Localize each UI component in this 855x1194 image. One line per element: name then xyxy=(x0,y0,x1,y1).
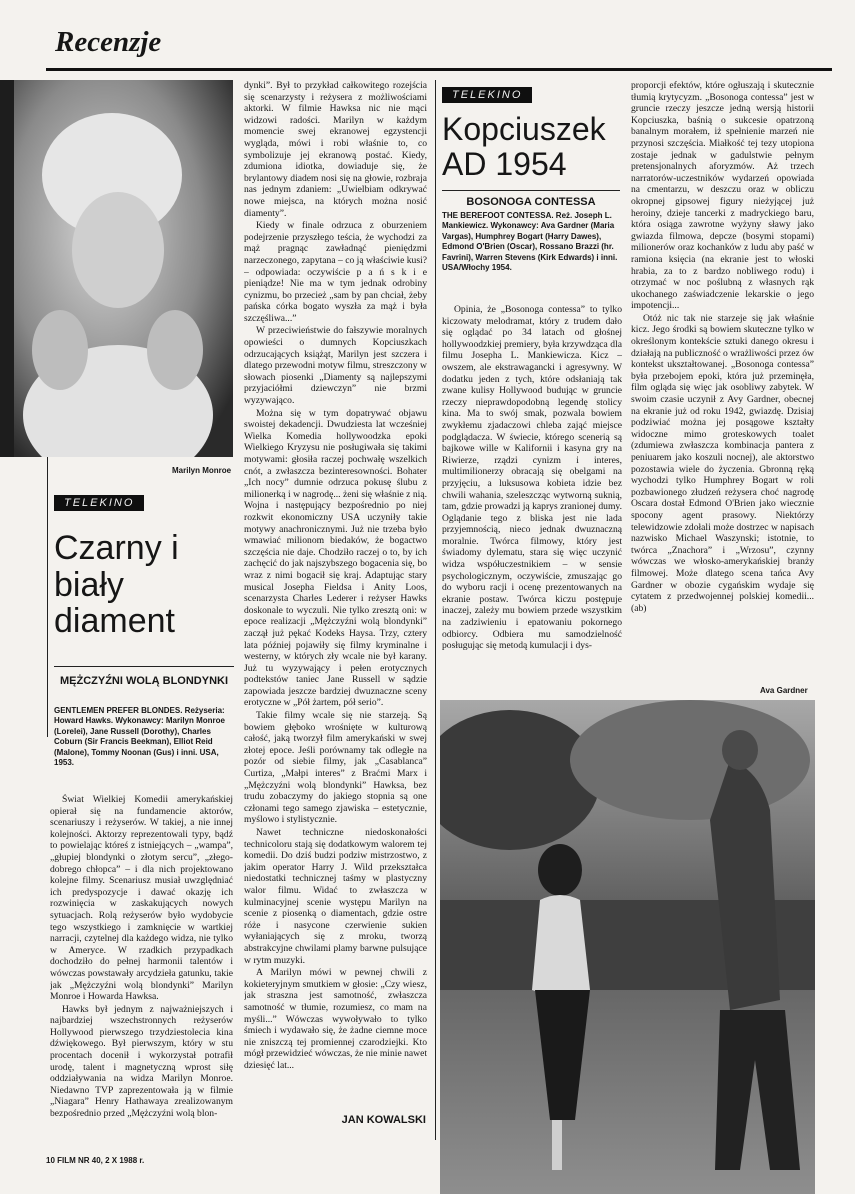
article1-credits: GENTLEMEN PREFER BLONDES. Reżyseria: Howard Hawks. Wykonawcy: Marilyn Monroe (Lorelei), Jane Russell (Dorothy), Charles Coburn (Sir Francis Beekman), Elliot Reid (Malone), Tommy Noonan (Gus) i inni. USA, 1953. xyxy=(54,706,226,767)
section-title: Recenzje xyxy=(55,26,162,58)
paragraph: dynki”. Był to przykład całkowitego rozejścia się scenarzysty i reżysera z możliwościami aktorki. W filmie Hawksa nic nie mąci widzowi radości. Marilyn w każdym momencie swej ekranowej egzystencji wygląda, mówi i robi właśnie to, co symbolizuje jej ekranową postać. Kiedy, zdumiona idiotka, dowiaduje się, że brylantowy diadem nosi się na głowie, rozbraja nas jednym zdaniem: „Uwielbiam odkrywać nowe miejsca, na których można nosić diamenty”. xyxy=(244,80,427,219)
paragraph: Kiedy w finale odrzuca z oburzeniem podejrzenie przyszłego teścia, że wychodzi za mąż pragnąc zawładnąć pieniędzmi narzeczonego, zapytana – co ją właściwie kusi? – odpowiada: oczywiście p a ń s k i e pieniądze! Nie ma w tym jednak odrobiny cynizmu, bo przecież „sam by pan chciał, żeby pańska córka bogato wyszła za mąż i była szczęśliwa...” xyxy=(244,220,427,324)
paragraph: Takie filmy wcale się nie starzeją. Są bowiem głęboko wrośnięte w kulturową całość, jaką tworzył film amerykański w swej złotej epoce. Jeśli porównamy tak odległe na pozór od siebie filmy, jak „Casablanca” Curtiza, „Małpi interes” z Braćmi Marx i „Mężczyźni wolą blondynki” Hawksa, bez trudu zobaczymy do jakiego stopnia są one członami tego samego zjawiska – estetycznie, myślowo i stylistycznie. xyxy=(244,710,427,826)
article2-column-2 xyxy=(631,80,814,680)
paragraph: Opinia, że „Bosonoga contessa” to tylko kiczowaty melodramat, który z trudem dało się oglądać po 34 latach od głośnej hollywoodzkiej premiery, była krzywdząca dla filmu Josepha L. Mankiewicza. Kicz – owszem, ale ekstrawagancki i agresywny. W dodatku jeden z tych, które odsłaniają tak zwane kulisy Hollywood budując w gruncie rzeczy nieprawdopodobną legendę stolicy kina. Ma to swój smak, pozwala bowiem zwykłemu zjadaczowi chleba zająć miejsce podglądacza. W świecie, którego scenerią są bajkowe wille w Kalifornii i kasyna gry na Riwierze, rządzi cynizm i interes, multimilionerzy obracają się obelgami na przyjęciu, a luksusowa kobieta idzie bez chwili wahania, szeleszcząc wytworną suknią, tam, gdzie prowadzi ją kaprys zranionej dumy. Oglądanie tego z bliska jest nie lada przyjemnością, nieco jednak dwuznaczną moralnie. Twórca filmowy, który jest świadomy dylematu, stara się więc uczynić widza współuczestnikiem – w sensie psychologicznym, oczywiście, zmuszając go do wyboru racji i ocenę prezentowanych na ekranie postaw. Twórca kiczu postępuje inaczej, zależy mu bowiem przede wszystkim na zadziwieniu i epatowaniu pokornego odbiorcy. Odbiera mu samodzielność posługując się metodą kumulacji i dys- xyxy=(442,304,622,652)
paragraph: Nawet techniczne niedoskonałości technicoloru stają się dodatkowym walorem tej komedii. Do dziś budzi podziw mistrzostwo, z jakim operator Harry J. Wild przekształca niedostatki technicznej taśmy w plastyczny walor filmu. Widać to zwłaszcza w kulminacyjnej scenie występu Marilyn na scenie z piosenką o diamentach, gdzie ostre róże i nasycone czerwienie sukien wyłaniających się z mroku, tworzą abstrakcyjne chwilami plamy barwne pulsujące w rytm muzyki. xyxy=(244,827,427,966)
paragraph: A Marilyn mówi w pewnej chwili z kokieteryjnym smutkiem w głosie: „Czy wiesz, jak straszna jest samotność, zwłaszcza samotność w tłumie, rozumiesz, co mam na myśli...” Wówczas wywoływało to tylko śmiech i wydawało się, że żadne ciemne moce nie zniszczą tej promiennej czarodziejki. Kto mógł przewidzieć wówczas, że nie minie nawet dziesięć lat... xyxy=(244,967,427,1071)
paragraph: proporcji efektów, które ogłuszają i skutecznie tłumią krytycyzm. „Bosonoga contessa” jest w gruncie rzeczy jeszcze jedną wersją historii Kopciuszka, baśnią o sukcesie opatrzoną banalnym morałem, iż spełnienie marzeń nie przynosi szczęścia. Miałkość tej tezy utopiona zostaje jednak w gadulstwie pełnym pretensjonalnych aforyzmów. Aż trzech narratorów-uczestników wydarzeń opowiada na cmentarzu, w deszczu oraz w obliczu okropnej gipsowej figury nieżyjącej już heroiny, dzieje tancerki z madryckiego baru, która osiąga zawrotne wyżyny sławy jako gwiazda filmowa, depcze (bosymi stopami) milionerów oraz kochanków z ludu aby paść w ramiona księcia (na ekranie jest to włoski hrabia, za to z bardzo nobliwego rodu) i otrzymać w noc poślubną z własnych rąk ukochanego zaświadczenie lekarskie o jego impotencji... xyxy=(631,80,814,312)
article1-author: JAN KOWALSKI xyxy=(341,1114,426,1126)
gardner-caption: Ava Gardner xyxy=(760,686,808,695)
paragraph: Świat Wielkiej Komedii amerykańskiej opierał się na fundamencie aktorów, scenariuszy i reżyserów. W takiej, a nie innej kolejności. Aktorzy reprezentowali typy, bądź to powielając któreś z istniejących – „wampa”, „głupiej blondynki o złotym sercu”, „złego-dobrego chłopca” – i dla nich projektowano kolejne filmy. Scenariusz musiał uwzględniać ich predyspozycje i dawać okazję ich rozwinięcia w zaskakujących nowych sytuacjach. Rolą reżyserów było wydobycie tego wszystkiego i zamknięcie w wartkiej narracji, czytelnej dla każdego widza, nie tylko w Ameryce. W rzadkich przypadkach dochodziło do pełnej harmonii talentów i wówczas powstawały arcydzieła gatunku, takie jak „Mężczyźni wolą blondynki” Marilyn Monroe i Howarda Hawksa. xyxy=(50,794,233,1003)
paragraph: W przeciwieństwie do fałszywie moralnych opowieści o dumnych Kopciuszkach odrzucających książąt, Marilyn jest szczera i dlatego przewodni motyw filmu, streszczony w słowach piosenki „Diamenty są najlepszymi przyjaciółmi dziewczyn” nie brzmi wyzywająco. xyxy=(244,325,427,407)
article2-title-rule xyxy=(442,190,620,191)
article2-subtitle: BOSONOGA CONTESSA xyxy=(466,196,596,208)
article1-title: Czarny i biały diament xyxy=(54,529,179,641)
column-rule xyxy=(47,457,48,737)
paragraph: Hawks był jednym z najważniejszych i najbardziej wszechstronnych reżyserów Hollywood pierwszego trzydziestolecia kina dźwiękowego. Był pierwszym, który w stu procentach docenił i wykorzystał potrafił urodę, talent i magnetyczną wprost siłę oddziaływania na widza Marilyn Monroe. Niedawno TVP zaprezentowała ją w filmie „Niagara” Henry Hathawaya zrealizowanym bezpośrednio przed „Mężczyźni wolą blon- xyxy=(50,1003,233,1120)
gardner-photo xyxy=(440,700,815,1194)
paragraph: Otóż nic tak nie starzeje się jak właśnie kicz. Jego środki są bowiem skuteczne tylko w określonym kontekście sztuki danego okresu i działają na publiczność o wrażliwości przez ów kontekst ukształtowanej. „Bosonoga contessa” była przebojem epoki, która już przeminęła, film ogląda się więc jak osobliwy zabytek. W swoim czasie uczynił z Avy Gardner, obecnej na ekranie już od roku 1942, gwiazdę. Dzisiaj podziwiać można jej posągowe kształty widoczne mimo groteskowych toalet (zdumiewa zwłaszcza kombinacja pantera z peniuarem jako koszuli nocnej), ale aktorstwo pozostawia wiele do życzenia. Gbronną ręką wychodzi tylko Humphrey Bogart w roli pozbawionego złudzeń reżysera choć nagrodę Oscara dostał Edmond O'Brien jako wiecznie spocony agent prasowy. Niektórzy telewidzowie zdołali może dostrzec w napisach nazwisko Michael Waszynski; istotnie, to twórca „Znachora” i „Wrzosu”, czynny wówczas we włosko-amerykańskiej branży filmowej. Może dlatego scena tańca Avy Gardner w obozie cygańskim wydaje się cytatem z przedwojennej polskiej komedii... (ab) xyxy=(631,312,814,614)
paragraph: Można się w tym dopatrywać objawu swoistej dekadencji. Dwudziesta lat wcześniej Wielka Komedia hollywoodzka epoki Wielkiego Kryzysu nie posługiwała się takimi motywami: głosiła raczej pochwałę wszelkich cnót, a zwłaszcza bezinteresowności. Bohater „Ich nocy” dumnie odrzuca pokusę ślubu z milionerką i w nagrodę... żeni się właśnie z nią. Wojna i następujący bezpośrednio po niej rozkwit ekonomiczny USA uczyniły takie motywy anachronicznymi. Już nie trzeba było wmawiać milionom biedaków, że bogactwo szczęścia nie daje. Chodziło raczej o to, by ich zachęcić do jak najszybszego bogacenia się, bo wraz z nimi bogacił się kraj. Adaptując stary musical Josepha Fieldsa i Anity Loos, scenarzysta Charles Lederer i reżyser Hawks doskonale to wyczuli. Nie tylko zresztą oni: w epoce realizacji „Mężczyźni wolą blondynki” zaczął już pękać Kodeks Haysa. Trzy, cztery lata później pojawiły się filmy kryminalne i westerny, w których zły wcale nie był karany. Już tu wyzywający i pełen erotycznych podtekstów taniec Jane Russell w sądzie zapowiada jeszcze bardziej dwuznaczne sceny erotyczne w „Pół żartem, pół serio”. xyxy=(244,407,427,709)
page-footer: 10 FILM NR 40, 2 X 1988 r. xyxy=(46,1156,145,1165)
telekino-tag-2: TELEKINO xyxy=(442,87,532,103)
portrait-photo-icon xyxy=(0,80,233,457)
article1-column-2 xyxy=(244,80,427,1130)
article2-title: Kopciuszek AD 1954 xyxy=(442,111,606,182)
article2-credits: THE BEREFOOT CONTESSA. Reż. Joseph L. Mankiewicz. Wykonawcy: Ava Gardner (Maria Vargas), Humphrey Bogart (Harry Dawes), Edmond O'Brien (Oscar), Rossano Brazzi (hr. Favrini), Warren Stevens (Kirk Edwards) i inni. USA/Włochy 1954. xyxy=(442,211,618,272)
article1-column-1 xyxy=(50,794,233,1146)
monroe-caption: Marilyn Monroe xyxy=(172,466,232,475)
column-rule xyxy=(435,80,436,1140)
article1-title-rule xyxy=(54,666,234,667)
article2-column-1 xyxy=(442,304,622,666)
telekino-tag-1: TELEKINO xyxy=(54,495,144,511)
article1-subtitle: MĘŻCZYŹNI WOLĄ BLONDYNKI xyxy=(59,675,229,687)
monroe-photo xyxy=(0,80,233,457)
dance-scene-photo-icon xyxy=(440,700,815,1194)
top-rule xyxy=(46,68,832,71)
